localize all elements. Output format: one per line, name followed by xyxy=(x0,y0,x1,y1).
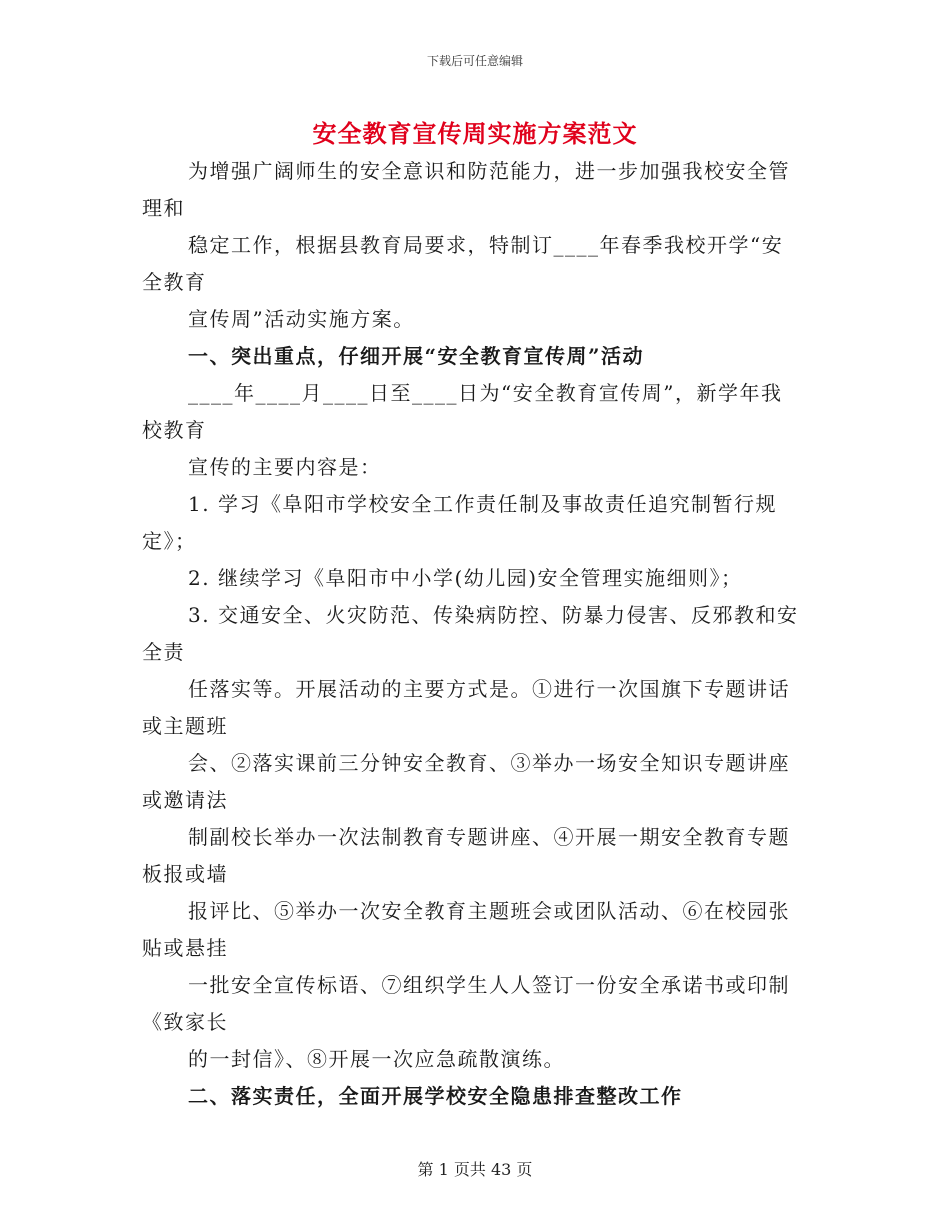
document-body xyxy=(142,153,802,1115)
section-heading xyxy=(142,338,802,375)
paragraph xyxy=(142,449,802,486)
paragraph-line-continued: 板报或墙 xyxy=(142,862,228,886)
paragraph-line-continued: 定》； xyxy=(142,529,197,553)
paragraph-line: 报评比、⑤举办一次安全教育主题班会或团队活动、⑥在校园张 xyxy=(188,899,790,923)
paragraph xyxy=(142,745,802,819)
page-footer: 第 1 页共 43 页 xyxy=(417,1160,533,1179)
paragraph-line: 为增强广阔师生的安全意识和防范能力，进一步加强我校安全管 xyxy=(188,159,790,183)
paragraph-line-continued: 全教育 xyxy=(142,270,207,294)
paragraph-line-continued: 或主题班 xyxy=(142,714,228,738)
paragraph-line: 二、落实责任，全面开展学校安全隐患排查整改工作 xyxy=(188,1084,683,1108)
paragraph xyxy=(142,227,802,301)
paragraph-line: 制副校长举办一次法制教育专题讲座、④开展一期安全教育专题 xyxy=(188,825,790,849)
document-title: 安全教育宣传周实施方案范文 xyxy=(312,119,638,148)
paragraph-line-continued: 或邀请法 xyxy=(142,788,228,812)
paragraph-line: 一、突出重点，仔细开展“安全教育宣传周”活动 xyxy=(188,344,645,368)
section-heading xyxy=(142,1078,802,1115)
paragraph-line-continued: 贴或悬挂 xyxy=(142,936,228,960)
paragraph xyxy=(142,560,802,597)
paragraph-line: 宣传的主要内容是： xyxy=(188,455,382,479)
paragraph xyxy=(142,301,802,338)
paragraph-line: ____年____月____日至____日为“安全教育宣传周”，新学年我 xyxy=(188,381,783,405)
paragraph xyxy=(142,375,802,449)
paragraph-line-continued: 全责 xyxy=(142,640,185,664)
paragraph xyxy=(142,893,802,967)
paragraph xyxy=(142,153,802,227)
page-header: 下载后可任意编辑 xyxy=(426,54,523,68)
paragraph-line: 2. 继续学习《阜阳市中小学(幼儿园)安全管理实施细则》； xyxy=(188,566,743,590)
paragraph xyxy=(142,1041,802,1078)
paragraph-line: 的一封信》、⑧开展一次应急疏散演练。 xyxy=(188,1047,565,1071)
paragraph-line: 会、②落实课前三分钟安全教育、③举办一场安全知识专题讲座 xyxy=(188,751,790,775)
paragraph-line: 1. 学习《阜阳市学校安全工作责任制及事故责任追究制暂行规 xyxy=(188,492,777,516)
paragraph-line-continued: 校教育 xyxy=(142,418,207,442)
paragraph-line: 3. 交通安全、火灾防范、传染病防控、防暴力侵害、反邪教和安 xyxy=(188,603,799,627)
paragraph xyxy=(142,819,802,893)
paragraph-line: 宣传周”活动实施方案。 xyxy=(188,307,415,331)
paragraph-line: 任落实等。开展活动的主要方式是。①进行一次国旗下专题讲话 xyxy=(188,677,790,701)
paragraph-line-continued: 《致家长 xyxy=(142,1010,228,1034)
paragraph-line: 一批安全宣传标语、⑦组织学生人人签订一份安全承诺书或印制 xyxy=(188,973,790,997)
paragraph xyxy=(142,486,802,560)
paragraph xyxy=(142,597,802,671)
paragraph-line: 稳定工作，根据县教育局要求，特制订____年春季我校开学“安 xyxy=(188,233,784,257)
paragraph xyxy=(142,671,802,745)
paragraph xyxy=(142,967,802,1041)
paragraph-line-continued: 理和 xyxy=(142,196,185,220)
